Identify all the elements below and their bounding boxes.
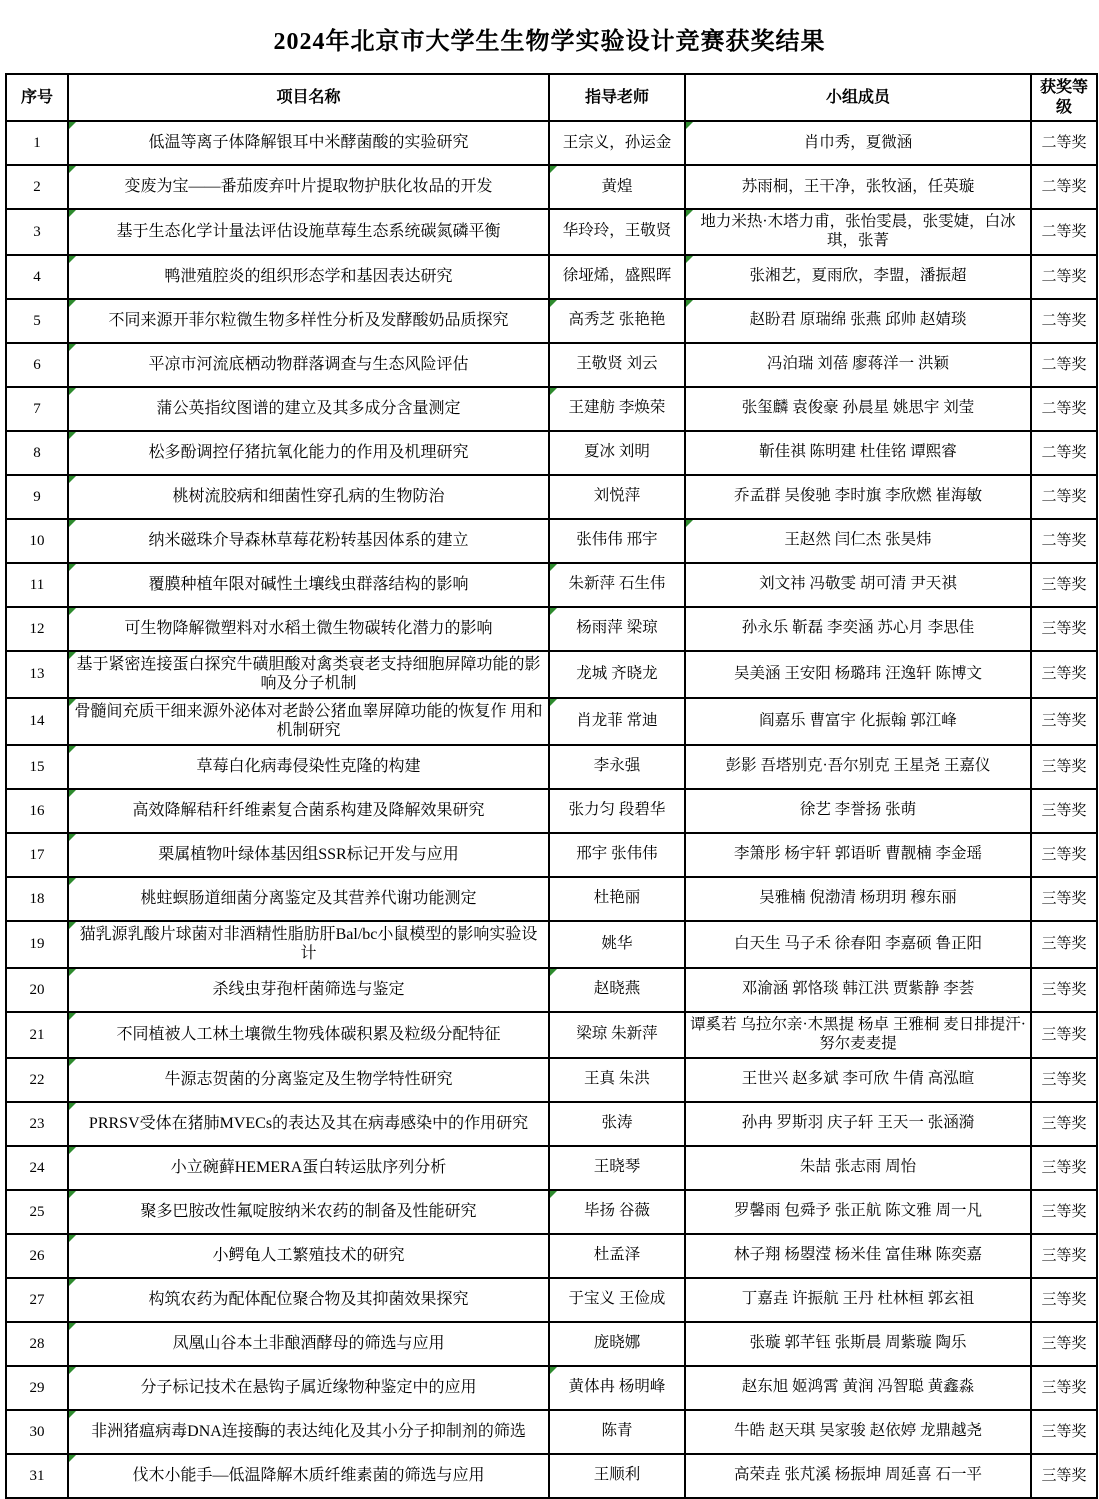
table-row xyxy=(6,1146,1097,1190)
cell-award: 二等奖 xyxy=(1031,387,1097,431)
column-header-award: 获奖等级 xyxy=(1031,74,1097,121)
cell-award: 三等奖 xyxy=(1031,1322,1097,1366)
cell-no: 13 xyxy=(6,651,68,698)
cell-members: 赵盼君 原瑞绵 张燕 邱帅 赵婧琰 xyxy=(685,299,1031,343)
cell-no: 4 xyxy=(6,255,68,299)
cell-award: 三等奖 xyxy=(1031,607,1097,651)
table-row xyxy=(6,121,1097,165)
cell-project: 构筑农药为配体配位聚合物及其抑菌效果探究 xyxy=(68,1278,549,1322)
table-row xyxy=(6,921,1097,968)
cell-project: 高效降解秸秆纤维素复合菌系构建及降解效果研究 xyxy=(68,789,549,833)
cell-no: 2 xyxy=(6,165,68,209)
cell-award: 二等奖 xyxy=(1031,431,1097,475)
cell-members: 苏雨桐，王干净，张牧涵，任英璇 xyxy=(685,165,1031,209)
cell-teacher: 毕扬 谷薇 xyxy=(549,1190,685,1234)
cell-members: 王世兴 赵多斌 李可欣 牛倩 高泓暄 xyxy=(685,1058,1031,1102)
cell-award: 三等奖 xyxy=(1031,1278,1097,1322)
cell-teacher: 王建舫 李焕荣 xyxy=(549,387,685,431)
cell-no: 21 xyxy=(6,1012,68,1058)
cell-award: 三等奖 xyxy=(1031,1102,1097,1146)
cell-project: 小立碗藓HEMERA蛋白转运肽序列分析 xyxy=(68,1146,549,1190)
cell-award: 二等奖 xyxy=(1031,121,1097,165)
cell-teacher: 朱新萍 石生伟 xyxy=(549,563,685,607)
cell-award: 三等奖 xyxy=(1031,921,1097,968)
cell-teacher: 龙城 齐晓龙 xyxy=(549,651,685,698)
cell-no: 22 xyxy=(6,1058,68,1102)
cell-no: 24 xyxy=(6,1146,68,1190)
cell-members: 丁嘉垚 许振航 王丹 杜林桓 郭玄祖 xyxy=(685,1278,1031,1322)
cell-teacher: 庞晓娜 xyxy=(549,1322,685,1366)
cell-no: 12 xyxy=(6,607,68,651)
cell-award: 三等奖 xyxy=(1031,745,1097,789)
column-header-members: 小组成员 xyxy=(685,74,1031,121)
cell-members: 张玺麟 袁俊豪 孙晨星 姚思宇 刘莹 xyxy=(685,387,1031,431)
table-row xyxy=(6,698,1097,745)
cell-award: 三等奖 xyxy=(1031,789,1097,833)
cell-project: 小鳄龟人工繁殖技术的研究 xyxy=(68,1234,549,1278)
cell-teacher: 杨雨萍 梁琼 xyxy=(549,607,685,651)
cell-no: 7 xyxy=(6,387,68,431)
table-row xyxy=(6,1190,1097,1234)
cell-no: 27 xyxy=(6,1278,68,1322)
cell-members: 孙冉 罗斯羽 庆子轩 王天一 张涵漪 xyxy=(685,1102,1031,1146)
cell-no: 14 xyxy=(6,698,68,745)
cell-project: 松多酚调控仔猪抗氧化能力的作用及机理研究 xyxy=(68,431,549,475)
cell-project: 骨髓间充质干细来源外泌体对老龄公猪血睾屏障功能的恢复作 用和机制研究 xyxy=(68,698,549,745)
cell-project: 纳米磁珠介导森林草莓花粉转基因体系的建立 xyxy=(68,519,549,563)
cell-members: 朱喆 张志雨 周怡 xyxy=(685,1146,1031,1190)
cell-award: 三等奖 xyxy=(1031,1410,1097,1454)
cell-teacher: 梁琼 朱新萍 xyxy=(549,1012,685,1058)
cell-award: 三等奖 xyxy=(1031,1058,1097,1102)
table-row xyxy=(6,1278,1097,1322)
cell-teacher: 黄体冉 杨明峰 xyxy=(549,1366,685,1410)
table-header-row xyxy=(6,74,1097,121)
cell-award: 三等奖 xyxy=(1031,1454,1097,1498)
table-row xyxy=(6,475,1097,519)
cell-members: 冯泊瑞 刘蓓 廖蒋洋一 洪颖 xyxy=(685,343,1031,387)
cell-project: 鸭泄殖腔炎的组织形态学和基因表达研究 xyxy=(68,255,549,299)
cell-project: 可生物降解微塑料对水稻土微生物碳转化潜力的影响 xyxy=(68,607,549,651)
cell-members: 白天生 马子禾 徐春阳 李嘉硕 鲁正阳 xyxy=(685,921,1031,968)
cell-no: 19 xyxy=(6,921,68,968)
table-row xyxy=(6,209,1097,255)
cell-award: 三等奖 xyxy=(1031,651,1097,698)
cell-members: 李箫彤 杨宇轩 郭语昕 曹靓楠 李金瑶 xyxy=(685,833,1031,877)
cell-award: 三等奖 xyxy=(1031,698,1097,745)
cell-project: 桃树流胶病和细菌性穿孔病的生物防治 xyxy=(68,475,549,519)
cell-project: 杀线虫芽孢杆菌筛选与鉴定 xyxy=(68,968,549,1012)
cell-award: 三等奖 xyxy=(1031,1366,1097,1410)
cell-project: 低温等离子体降解银耳中米酵菌酸的实验研究 xyxy=(68,121,549,165)
cell-award: 二等奖 xyxy=(1031,255,1097,299)
cell-award: 三等奖 xyxy=(1031,877,1097,921)
table-row xyxy=(6,255,1097,299)
table-row xyxy=(6,1322,1097,1366)
cell-teacher: 张伟伟 邢宇 xyxy=(549,519,685,563)
cell-award: 二等奖 xyxy=(1031,519,1097,563)
cell-teacher: 赵晓燕 xyxy=(549,968,685,1012)
table-row xyxy=(6,1058,1097,1102)
cell-project: 桃蛀螟肠道细菌分离鉴定及其营养代谢功能测定 xyxy=(68,877,549,921)
cell-award: 二等奖 xyxy=(1031,209,1097,255)
page-title: 2024年北京市大学生生物学实验设计竞赛获奖结果 xyxy=(273,29,826,55)
cell-no: 23 xyxy=(6,1102,68,1146)
cell-members: 张湘艺，夏雨欣，李盟，潘振超 xyxy=(685,255,1031,299)
award-results-table xyxy=(5,73,1098,1499)
cell-no: 15 xyxy=(6,745,68,789)
cell-members: 邓渝涵 郭恪琰 韩江洪 贾紫静 李荟 xyxy=(685,968,1031,1012)
cell-members: 彭影 吾塔别克·吾尔别克 王星尧 王嘉仪 xyxy=(685,745,1031,789)
cell-members: 张璇 郭芊钰 张斯晨 周紫璇 陶乐 xyxy=(685,1322,1031,1366)
cell-no: 5 xyxy=(6,299,68,343)
cell-no: 28 xyxy=(6,1322,68,1366)
cell-members: 乔孟群 吴俊驰 李时旗 李欣燃 崔海敏 xyxy=(685,475,1031,519)
cell-members: 肖巾秀，夏微涵 xyxy=(685,121,1031,165)
table-row xyxy=(6,745,1097,789)
cell-teacher: 徐垭烯，盛熙晖 xyxy=(549,255,685,299)
cell-teacher: 高秀芝 张艳艳 xyxy=(549,299,685,343)
cell-teacher: 华玲玲，王敬贤 xyxy=(549,209,685,255)
cell-teacher: 王宗义，孙运金 xyxy=(549,121,685,165)
cell-award: 三等奖 xyxy=(1031,1234,1097,1278)
cell-teacher: 张涛 xyxy=(549,1102,685,1146)
cell-teacher: 王晓琴 xyxy=(549,1146,685,1190)
table-row xyxy=(6,789,1097,833)
cell-members: 林子翔 杨曌滢 杨米佳 富佳琳 陈奕嘉 xyxy=(685,1234,1031,1278)
table-row xyxy=(6,1366,1097,1410)
table-row xyxy=(6,1012,1097,1058)
cell-members: 孙永乐 靳磊 李奕涵 苏心月 李思佳 xyxy=(685,607,1031,651)
cell-teacher: 陈青 xyxy=(549,1410,685,1454)
table-row xyxy=(6,1102,1097,1146)
cell-award: 三等奖 xyxy=(1031,1190,1097,1234)
cell-project: 草莓白化病毒侵染性克隆的构建 xyxy=(68,745,549,789)
table-row xyxy=(6,431,1097,475)
cell-no: 16 xyxy=(6,789,68,833)
cell-teacher: 杜艳丽 xyxy=(549,877,685,921)
cell-teacher: 邢宇 张伟伟 xyxy=(549,833,685,877)
cell-project: 分子标记技术在悬钩子属近缘物种鉴定中的应用 xyxy=(68,1366,549,1410)
cell-teacher: 李永强 xyxy=(549,745,685,789)
table-row xyxy=(6,877,1097,921)
cell-teacher: 姚华 xyxy=(549,921,685,968)
cell-project: 猫乳源乳酸片球菌对非酒精性脂肪肝Bal/bc小鼠模型的影响实验设计 xyxy=(68,921,549,968)
cell-members: 靳佳祺 陈明建 杜佳铭 谭熙睿 xyxy=(685,431,1031,475)
cell-no: 3 xyxy=(6,209,68,255)
cell-teacher: 夏冰 刘明 xyxy=(549,431,685,475)
cell-no: 30 xyxy=(6,1410,68,1454)
cell-award: 三等奖 xyxy=(1031,833,1097,877)
cell-members: 罗馨雨 包舜予 张正航 陈文雅 周一凡 xyxy=(685,1190,1031,1234)
cell-members: 阎嘉乐 曹富宇 化振翰 郭江峰 xyxy=(685,698,1031,745)
cell-award: 三等奖 xyxy=(1031,1146,1097,1190)
cell-award: 三等奖 xyxy=(1031,563,1097,607)
cell-members: 赵东旭 姬鸿霄 黄润 冯智聪 黄鑫淼 xyxy=(685,1366,1031,1410)
cell-project: 聚多巴胺改性氟啶胺纳米农药的制备及性能研究 xyxy=(68,1190,549,1234)
cell-project: 不同来源开菲尔粒微生物多样性分析及发酵酸奶品质探究 xyxy=(68,299,549,343)
table-row xyxy=(6,519,1097,563)
cell-teacher: 王敬贤 刘云 xyxy=(549,343,685,387)
cell-award: 二等奖 xyxy=(1031,343,1097,387)
cell-project: 覆膜种植年限对碱性土壤线虫群落结构的影响 xyxy=(68,563,549,607)
cell-project: 牛源志贺菌的分离鉴定及生物学特性研究 xyxy=(68,1058,549,1102)
table-row xyxy=(6,607,1097,651)
cell-award: 三等奖 xyxy=(1031,1012,1097,1058)
cell-teacher: 于宝义 王俭成 xyxy=(549,1278,685,1322)
cell-no: 8 xyxy=(6,431,68,475)
table-row xyxy=(6,165,1097,209)
cell-no: 18 xyxy=(6,877,68,921)
cell-no: 26 xyxy=(6,1234,68,1278)
table-row xyxy=(6,968,1097,1012)
cell-members: 吴雅楠 倪渤清 杨玥玥 穆东丽 xyxy=(685,877,1031,921)
table-row xyxy=(6,387,1097,431)
cell-project: 非洲猪瘟病毒DNA连接酶的表达纯化及其小分子抑制剂的筛选 xyxy=(68,1410,549,1454)
table-row xyxy=(6,1454,1097,1498)
cell-award: 二等奖 xyxy=(1031,165,1097,209)
cell-no: 6 xyxy=(6,343,68,387)
cell-award: 二等奖 xyxy=(1031,299,1097,343)
cell-award: 二等奖 xyxy=(1031,475,1097,519)
cell-teacher: 王顺利 xyxy=(549,1454,685,1498)
cell-project: 平凉市河流底栖动物群落调查与生态风险评估 xyxy=(68,343,549,387)
cell-project: 伐木小能手—低温降解木质纤维素菌的筛选与应用 xyxy=(68,1454,549,1498)
cell-no: 20 xyxy=(6,968,68,1012)
cell-project: PRRSV受体在猪肺MVECs的表达及其在病毒感染中的作用研究 xyxy=(68,1102,549,1146)
cell-teacher: 肖龙菲 常迪 xyxy=(549,698,685,745)
cell-teacher: 刘悦萍 xyxy=(549,475,685,519)
cell-no: 9 xyxy=(6,475,68,519)
table-row xyxy=(6,833,1097,877)
table-row xyxy=(6,343,1097,387)
cell-project: 变废为宝——番茄废弃叶片提取物护肤化妆品的开发 xyxy=(68,165,549,209)
column-header-teacher: 指导老师 xyxy=(549,74,685,121)
table-row xyxy=(6,299,1097,343)
cell-members: 高荣垚 张芃溪 杨振坤 周延喜 石一平 xyxy=(685,1454,1031,1498)
cell-no: 1 xyxy=(6,121,68,165)
cell-project: 基于生态化学计量法评估设施草莓生态系统碳氮磷平衡 xyxy=(68,209,549,255)
cell-teacher: 张力匀 段碧华 xyxy=(549,789,685,833)
table-row xyxy=(6,651,1097,698)
table-row xyxy=(6,1410,1097,1454)
column-header-project: 项目名称 xyxy=(68,74,549,121)
cell-no: 11 xyxy=(6,563,68,607)
cell-no: 17 xyxy=(6,833,68,877)
cell-no: 29 xyxy=(6,1366,68,1410)
cell-project: 基于紧密连接蛋白探究牛磺胆酸对禽类衰老支持细胞屏障功能的影响及分子机制 xyxy=(68,651,549,698)
cell-award: 三等奖 xyxy=(1031,968,1097,1012)
table-row xyxy=(6,1234,1097,1278)
cell-members: 徐艺 李誉扬 张萌 xyxy=(685,789,1031,833)
cell-members: 刘文祎 冯敬雯 胡可清 尹天祺 xyxy=(685,563,1031,607)
cell-no: 25 xyxy=(6,1190,68,1234)
cell-project: 栗属植物叶绿体基因组SSR标记开发与应用 xyxy=(68,833,549,877)
cell-teacher: 王真 朱洪 xyxy=(549,1058,685,1102)
cell-project: 蒲公英指纹图谱的建立及其多成分含量测定 xyxy=(68,387,549,431)
cell-project: 凤凰山谷本土非酿酒酵母的筛选与应用 xyxy=(68,1322,549,1366)
cell-no: 31 xyxy=(6,1454,68,1498)
cell-project: 不同植被人工林土壤微生物残体碳积累及粒级分配特征 xyxy=(68,1012,549,1058)
cell-members: 地力米热·木塔力甫，张怡雯晨，张雯婕，白冰琪，张菁 xyxy=(685,209,1031,255)
table-row xyxy=(6,563,1097,607)
cell-teacher: 黄煌 xyxy=(549,165,685,209)
cell-members: 王赵然 闫仁杰 张昊炜 xyxy=(685,519,1031,563)
column-header-no: 序号 xyxy=(6,74,68,121)
cell-teacher: 杜孟泽 xyxy=(549,1234,685,1278)
cell-members: 谭奚若 乌拉尔亲·木黑提 杨卓 王雅桐 麦日排提汗·努尔麦麦提 xyxy=(685,1012,1031,1058)
cell-members: 牛皓 赵天琪 吴家骏 赵依婷 龙鼎越尧 xyxy=(685,1410,1031,1454)
cell-no: 10 xyxy=(6,519,68,563)
cell-members: 吴美涵 王安阳 杨璐玮 汪逸轩 陈博文 xyxy=(685,651,1031,698)
